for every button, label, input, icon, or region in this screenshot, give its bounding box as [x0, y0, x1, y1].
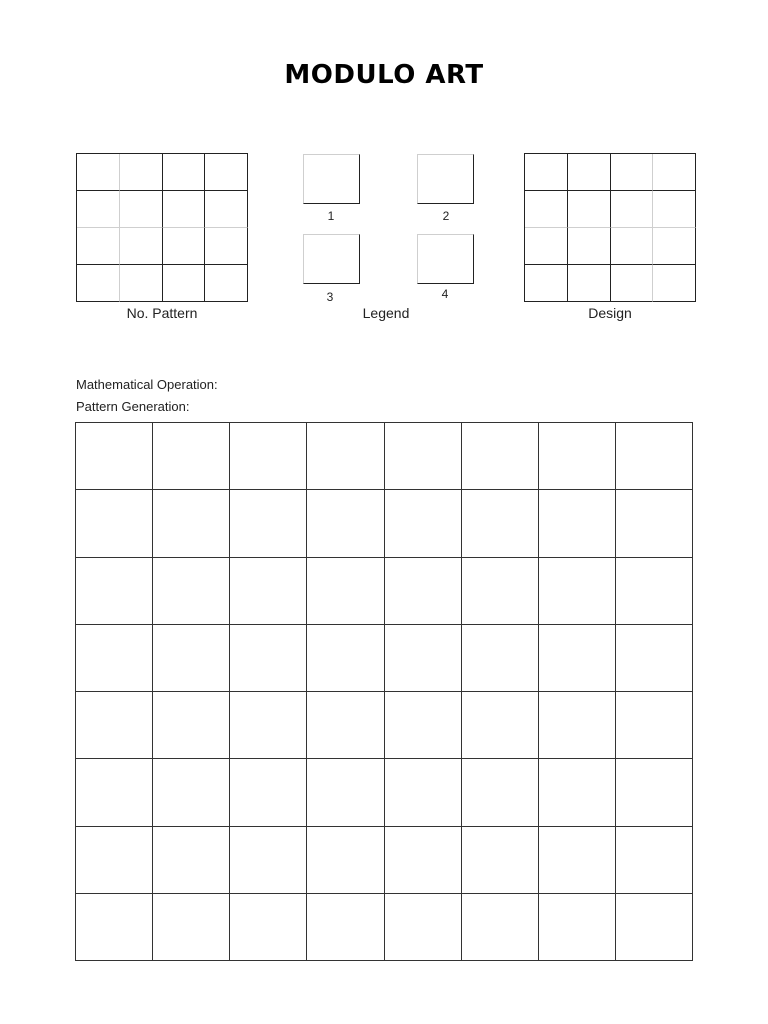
num-pattern-cell [205, 191, 248, 228]
pattern-generation-cell [307, 490, 384, 557]
pattern-generation-cell [307, 759, 384, 826]
pattern-generation-cell [76, 625, 153, 692]
design-cell [611, 228, 654, 265]
pattern-generation-cell [539, 692, 616, 759]
num-pattern-cell [163, 228, 206, 265]
pattern-generation-cell [230, 423, 307, 490]
pattern-generation-cell [539, 490, 616, 557]
pattern-generation-cell [539, 558, 616, 625]
pattern-generation-cell [616, 692, 693, 759]
pattern-generation-cell [616, 625, 693, 692]
pattern-generation-cell [385, 558, 462, 625]
pattern-generation-cell [385, 692, 462, 759]
pattern-generation-cell [385, 490, 462, 557]
pattern-generation-cell [307, 423, 384, 490]
pattern-generation-cell [462, 490, 539, 557]
num-pattern-cell [77, 265, 120, 302]
legend-label-2: 2 [442, 209, 450, 223]
design-cell [568, 191, 611, 228]
pattern-generation-cell [616, 558, 693, 625]
pattern-generation-cell [230, 692, 307, 759]
pattern-generation-cell [76, 827, 153, 894]
design-cell [611, 191, 654, 228]
pattern-generation-cell [539, 827, 616, 894]
design-cell [568, 265, 611, 302]
pattern-generation-cell [616, 423, 693, 490]
design-caption: Design [588, 305, 632, 321]
num-pattern-cell [120, 265, 163, 302]
design-grid [524, 153, 696, 302]
num-pattern-cell [205, 228, 248, 265]
num-pattern-cell [77, 191, 120, 228]
pattern-generation-cell [76, 423, 153, 490]
pattern-generation-cell [539, 759, 616, 826]
pattern-generation-cell [462, 625, 539, 692]
design-cell [525, 154, 568, 191]
pattern-generation-cell [230, 894, 307, 961]
pattern-generation-cell [153, 759, 230, 826]
pattern-generation-cell [307, 625, 384, 692]
pattern-generation-cell [462, 558, 539, 625]
pattern-generation-cell [76, 759, 153, 826]
design-cell [525, 228, 568, 265]
design-cell [653, 265, 696, 302]
design-cell [611, 154, 654, 191]
legend-label-4: 4 [441, 287, 449, 301]
pattern-generation-cell [153, 894, 230, 961]
pattern-generation-cell [385, 423, 462, 490]
pattern-generation-cell [385, 759, 462, 826]
design-cell [525, 191, 568, 228]
pattern-generation-cell [153, 423, 230, 490]
pattern-generation-cell [616, 490, 693, 557]
pattern-generation-cell [462, 423, 539, 490]
pattern-generation-cell [385, 625, 462, 692]
design-cell [653, 228, 696, 265]
legend-box-3 [303, 234, 360, 284]
pattern-generation-cell [307, 558, 384, 625]
pattern-generation-cell [76, 490, 153, 557]
num-pattern-cell [120, 191, 163, 228]
num-pattern-cell [205, 265, 248, 302]
pattern-generation-cell [539, 625, 616, 692]
pattern-generation-cell [230, 558, 307, 625]
num-pattern-cell [163, 265, 206, 302]
pattern-generation-cell [76, 558, 153, 625]
page-title: MODULO ART [284, 60, 484, 90]
legend-box-4 [417, 234, 474, 284]
legend-box-2 [417, 154, 474, 204]
pattern-generation-cell [230, 490, 307, 557]
pattern-generation-cell [539, 423, 616, 490]
num-pattern-cell [163, 191, 206, 228]
num-pattern-cell [163, 154, 206, 191]
num-pattern-cell [77, 228, 120, 265]
design-cell [568, 228, 611, 265]
pattern-generation-cell [76, 894, 153, 961]
legend-label-3: 3 [326, 290, 334, 304]
pattern-generation-cell [307, 827, 384, 894]
pattern-generation-cell [153, 827, 230, 894]
pattern-generation-cell [307, 692, 384, 759]
design-cell [525, 265, 568, 302]
pattern-generation-grid [75, 422, 693, 961]
pattern-generation-cell [153, 490, 230, 557]
design-cell [653, 191, 696, 228]
num-pattern-cell [205, 154, 248, 191]
pattern-generation-cell [307, 894, 384, 961]
pattern-generation-cell [76, 692, 153, 759]
legend-caption: Legend [362, 305, 410, 321]
pattern-generation-cell [616, 759, 693, 826]
num-pattern-cell [120, 154, 163, 191]
design-cell [653, 154, 696, 191]
mathematical-operation-label: Mathematical Operation: [76, 377, 218, 392]
legend-box-1 [303, 154, 360, 204]
pattern-generation-cell [616, 894, 693, 961]
legend-label-1: 1 [327, 209, 335, 223]
pattern-generation-cell [462, 759, 539, 826]
number-pattern-caption: No. Pattern [126, 305, 198, 321]
pattern-generation-cell [153, 692, 230, 759]
number-pattern-grid [76, 153, 248, 302]
pattern-generation-cell [153, 558, 230, 625]
pattern-generation-cell [230, 827, 307, 894]
pattern-generation-cell [230, 625, 307, 692]
pattern-generation-cell [385, 827, 462, 894]
design-cell [611, 265, 654, 302]
pattern-generation-cell [153, 625, 230, 692]
pattern-generation-cell [462, 692, 539, 759]
pattern-generation-cell [462, 894, 539, 961]
num-pattern-cell [77, 154, 120, 191]
design-cell [568, 154, 611, 191]
pattern-generation-cell [539, 894, 616, 961]
pattern-generation-cell [462, 827, 539, 894]
pattern-generation-cell [385, 894, 462, 961]
num-pattern-cell [120, 228, 163, 265]
pattern-generation-cell [230, 759, 307, 826]
pattern-generation-label: Pattern Generation: [76, 399, 190, 414]
pattern-generation-cell [616, 827, 693, 894]
